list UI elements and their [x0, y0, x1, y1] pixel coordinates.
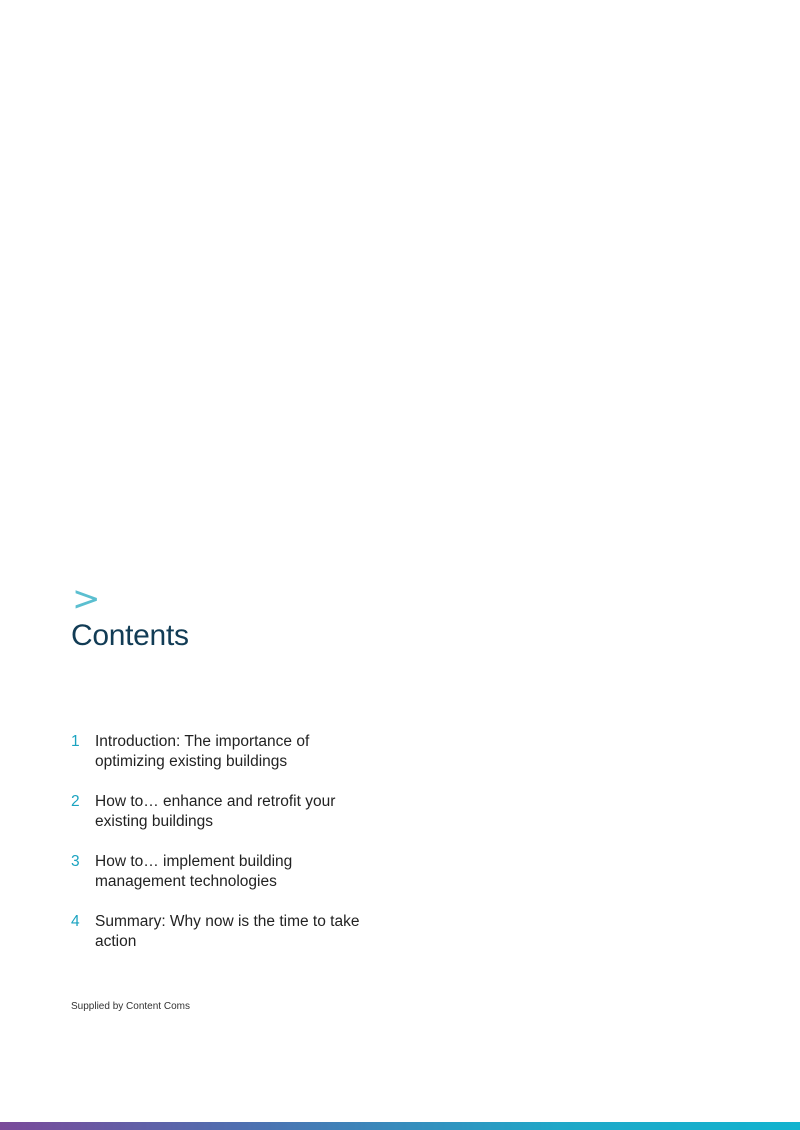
contents-item[interactable]	[71, 912, 361, 952]
contents-list	[71, 732, 361, 972]
contents-item[interactable]	[71, 792, 361, 832]
contents-item-number: 4	[71, 913, 80, 930]
contents-item-number: 2	[71, 793, 80, 810]
contents-item-title: Introduction: The importance of optimizing existing buildings	[95, 733, 310, 770]
contents-item-number: 1	[71, 733, 80, 750]
contents-item[interactable]	[71, 732, 361, 772]
contents-item-title: How to… implement building management technologies	[95, 853, 293, 890]
page-title: Contents	[71, 619, 189, 652]
contents-item[interactable]	[71, 852, 361, 892]
contents-item-title: Summary: Why now is the time to take action	[95, 913, 360, 950]
bottom-gradient-bar	[0, 1122, 800, 1130]
contents-item-title: How to… enhance and retrofit your existing buildings	[95, 793, 336, 830]
supplier-credit: Supplied by Content Coms	[71, 1001, 190, 1012]
chevron-icon: >	[72, 579, 101, 619]
contents-item-number: 3	[71, 853, 80, 870]
